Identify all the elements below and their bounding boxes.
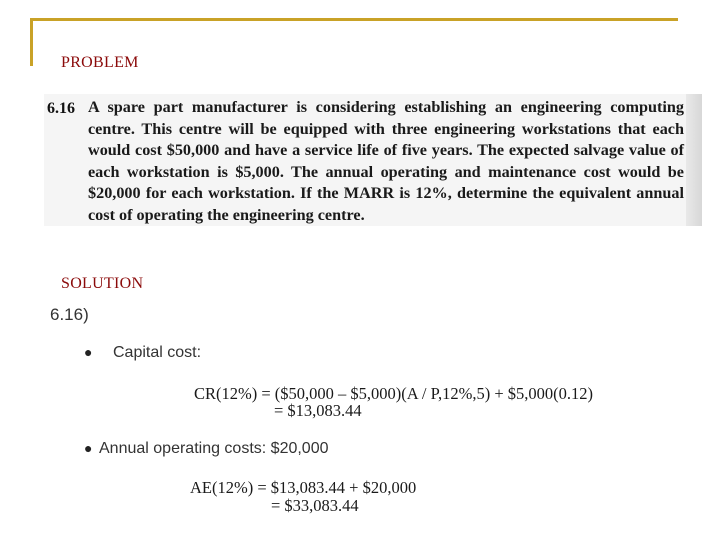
capital-cost-result: = $13,083.44 bbox=[274, 401, 362, 420]
annual-equivalent-equation: AE(12%) = $13,083.44 + $20,000 bbox=[190, 478, 417, 497]
slide-frame-left bbox=[30, 18, 33, 66]
annual-equivalent-result: = $33,083.44 bbox=[271, 496, 359, 515]
operating-cost-label: Annual operating costs: $20,000 bbox=[99, 440, 329, 457]
scan-edge bbox=[686, 94, 702, 226]
bullet-dot: ● bbox=[84, 442, 93, 457]
problem-heading: PROBLEM bbox=[61, 54, 139, 71]
problem-statement-scan bbox=[44, 94, 702, 226]
problem-text: A spare part manufacturer is considering establishing an engineering computing centre. This centre will be equipped with three engineering workstations that each would cost $50,000 and have a service life of five years. The expected salvage value of each workstation is $5,000. The annual operating and maintenance cost would be $20,000 for each workstation. If the MARR is 12%, determine the equivalent annual cost of operating the engineering centre. bbox=[88, 98, 684, 224]
problem-number: 6.16 bbox=[47, 100, 75, 117]
solution-heading: SOLUTION bbox=[61, 275, 144, 292]
solution-number: 6.16) bbox=[50, 305, 89, 324]
bullet-dot: ● bbox=[84, 346, 93, 361]
slide-frame-top bbox=[30, 18, 678, 21]
capital-cost-equation: CR(12%) = ($50,000 – $5,000)(A / P,12%,5) + $5,000(0.12) bbox=[194, 384, 594, 403]
capital-cost-label: Capital cost: bbox=[113, 344, 202, 361]
